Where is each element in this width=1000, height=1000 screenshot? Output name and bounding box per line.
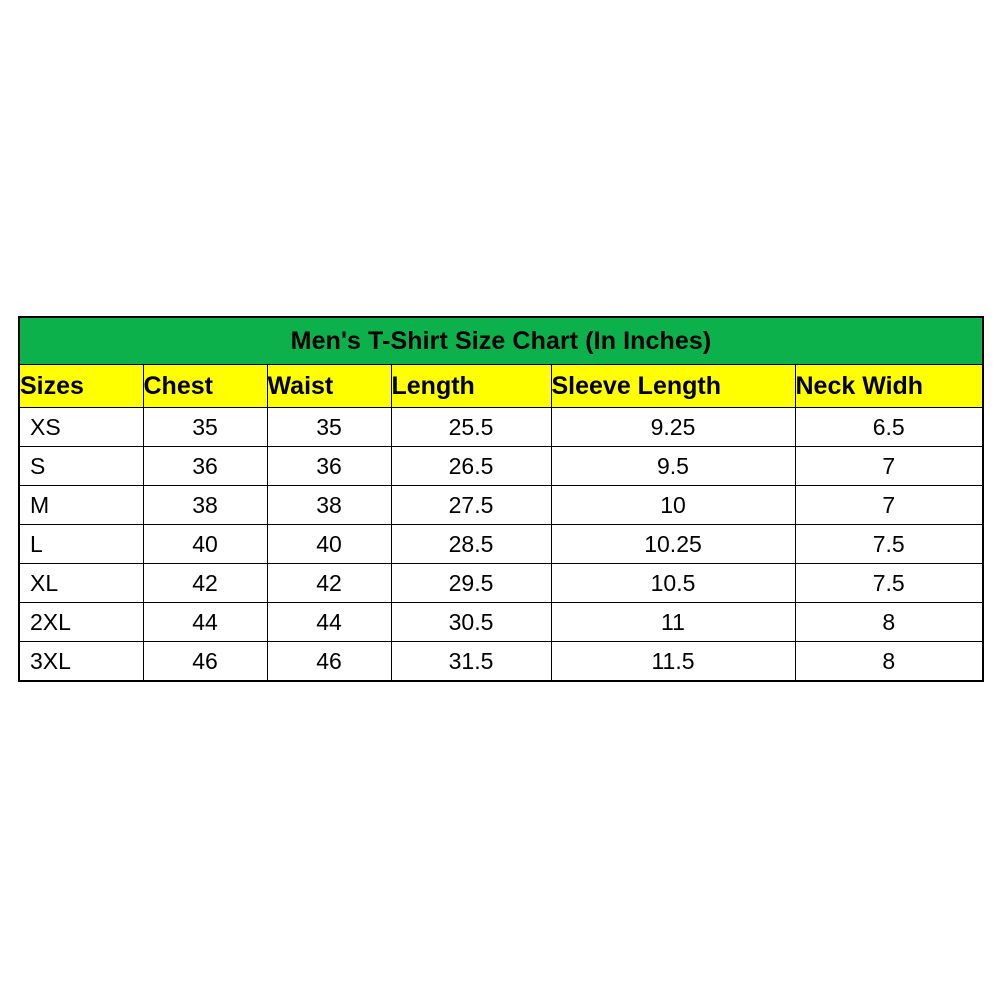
- column-header-waist: Waist: [267, 365, 391, 408]
- table-row: [19, 564, 983, 603]
- cell-neck-widh: 8: [795, 603, 983, 642]
- cell-chest: 44: [143, 603, 267, 642]
- cell-sleeve-length: 10: [551, 486, 795, 525]
- cell-waist: 42: [267, 564, 391, 603]
- cell-chest: 42: [143, 564, 267, 603]
- cell-sleeve-length: 10.25: [551, 525, 795, 564]
- cell-waist: 36: [267, 447, 391, 486]
- cell-chest: 38: [143, 486, 267, 525]
- column-header-sizes: Sizes: [19, 365, 143, 408]
- cell-length: 25.5: [391, 408, 551, 447]
- cell-neck-widh: 8: [795, 642, 983, 682]
- cell-neck-widh: 7: [795, 447, 983, 486]
- table-row: [19, 525, 983, 564]
- table-title-row: [19, 317, 983, 365]
- table-row: [19, 486, 983, 525]
- cell-chest: 40: [143, 525, 267, 564]
- table-row: [19, 642, 983, 682]
- column-header-length: Length: [391, 365, 551, 408]
- table-row: [19, 408, 983, 447]
- cell-length: 27.5: [391, 486, 551, 525]
- cell-size: 2XL: [19, 603, 143, 642]
- cell-neck-widh: 7.5: [795, 564, 983, 603]
- cell-sleeve-length: 11: [551, 603, 795, 642]
- cell-sleeve-length: 10.5: [551, 564, 795, 603]
- cell-length: 29.5: [391, 564, 551, 603]
- column-header-neck-widh: Neck Widh: [795, 365, 983, 408]
- size-chart-container: [18, 316, 982, 682]
- cell-chest: 46: [143, 642, 267, 682]
- cell-chest: 36: [143, 447, 267, 486]
- column-header-sleeve-length: Sleeve Length: [551, 365, 795, 408]
- cell-length: 28.5: [391, 525, 551, 564]
- cell-size: L: [19, 525, 143, 564]
- table-row: [19, 603, 983, 642]
- cell-waist: 46: [267, 642, 391, 682]
- cell-chest: 35: [143, 408, 267, 447]
- cell-sleeve-length: 9.25: [551, 408, 795, 447]
- cell-size: XL: [19, 564, 143, 603]
- size-chart-table: [18, 316, 984, 682]
- cell-sleeve-length: 9.5: [551, 447, 795, 486]
- cell-size: 3XL: [19, 642, 143, 682]
- cell-size: S: [19, 447, 143, 486]
- cell-neck-widh: 7.5: [795, 525, 983, 564]
- cell-waist: 40: [267, 525, 391, 564]
- table-row: [19, 447, 983, 486]
- cell-length: 31.5: [391, 642, 551, 682]
- cell-waist: 35: [267, 408, 391, 447]
- cell-length: 30.5: [391, 603, 551, 642]
- table-header-row: [19, 365, 983, 408]
- cell-length: 26.5: [391, 447, 551, 486]
- cell-neck-widh: 7: [795, 486, 983, 525]
- cell-waist: 38: [267, 486, 391, 525]
- column-header-chest: Chest: [143, 365, 267, 408]
- cell-neck-widh: 6.5: [795, 408, 983, 447]
- cell-waist: 44: [267, 603, 391, 642]
- cell-size: M: [19, 486, 143, 525]
- cell-sleeve-length: 11.5: [551, 642, 795, 682]
- cell-size: XS: [19, 408, 143, 447]
- chart-title: Men's T-Shirt Size Chart (In Inches): [19, 317, 983, 365]
